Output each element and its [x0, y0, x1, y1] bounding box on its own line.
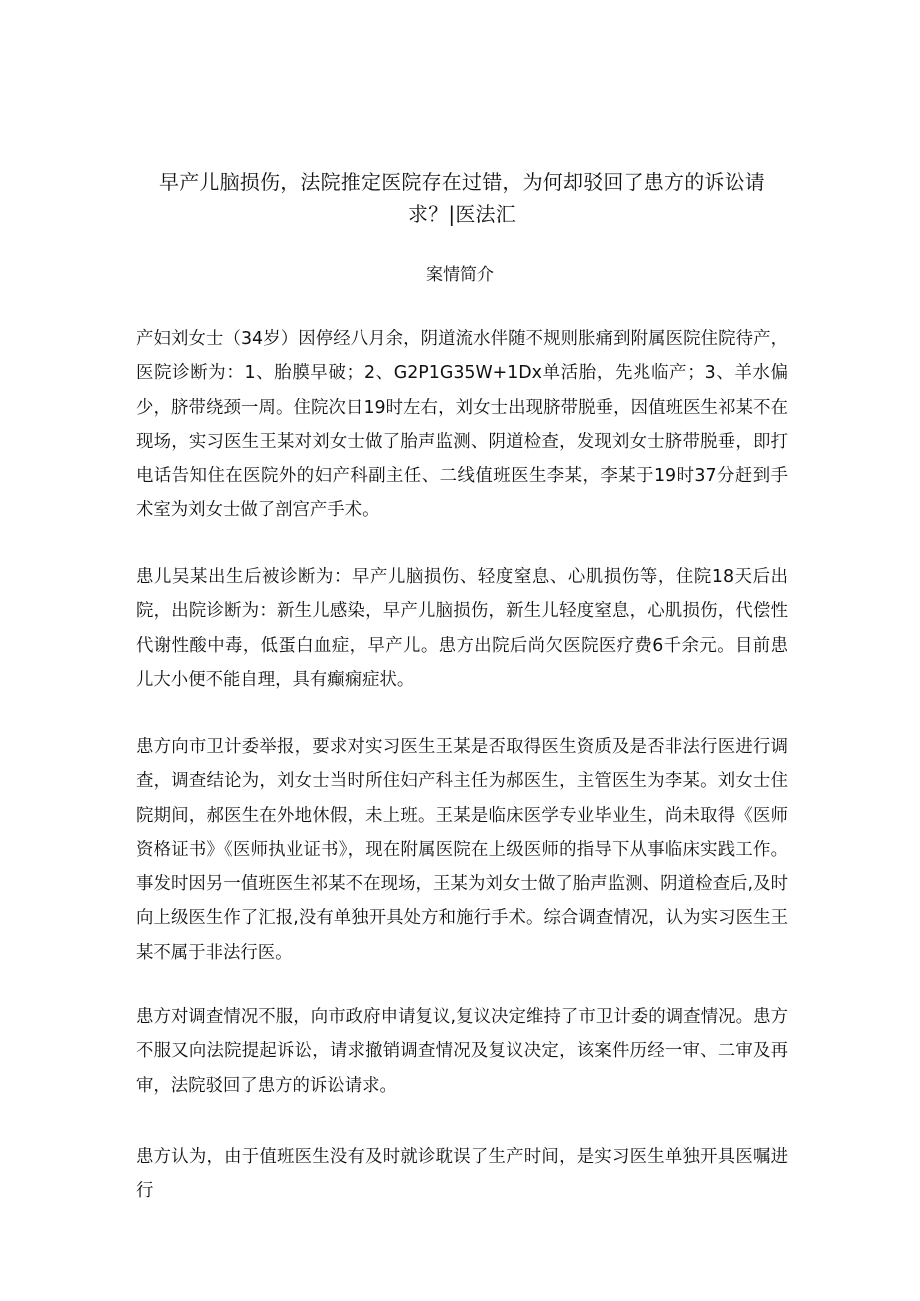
document-title: 早产儿脑损伤，法院推定医院存在过错，为何却驳回了患方的诉讼请求？|医法汇: [159, 170, 765, 226]
paragraph-infant-diagnosis: 患儿吴某出生后被诊断为：早产儿脑损伤、轻度窒息、心肌损伤等，住院18天后出院，出院诊断为：新生儿感染，早产儿脑损伤，新生儿轻度窒息，心肌损伤，代偿性代谢性酸中毒，低蛋白血症，早产儿。患方出院后尚欠医院医疗费6千余元。目前患儿大小便不能自理，具有癫痫症状。: [136, 567, 788, 690]
paragraph-litigation: 患方对调查情况不服，向市政府申请复议,复议决定维持了市卫计委的调查情况。患方不服又向法院提起诉讼，请求撤销调查情况及复议决定，该案件历经一审、二审及再审，法院驳回了患方的诉讼请求。: [136, 1007, 788, 1096]
paragraph-case-background: 产妇刘女士（34岁）因停经八月余，阴道流水伴随不规则胀痛到附属医院住院待产，医院诊断为：1、胎膜早破；2、G2P1G35W+1Dx单活胎，先兆临产；3、羊水偏少，脐带绕颈一周。住院次日19时左右，刘女士出现脐带脱垂，因值班医生祁某不在现场，实习医生王某对刘女士做了胎声监测、阴道检查，发现刘女士脐带脱垂，即打电话告知住在医院外的妇产科副主任、二线值班医生李某，李某于19时37分赶到手术室为刘女士做了剖宫产手术。: [136, 329, 788, 521]
section-heading: 案情简介: [426, 265, 494, 285]
paragraph-patient-claim: 患方认为，由于值班医生没有及时就诊耽误了生产时间，是实习医生单独开具医嘱进行: [136, 1147, 788, 1202]
paragraph-investigation: 患方向市卫计委举报，要求对实习医生王某是否取得医生资质及是否非法行医进行调查，调查结论为，刘女士当时所住妇产科主任为郝医生，主管医生为李某。刘女士住院期间，郝医生在外地休假，未上班。王某是临床医学专业毕业生，尚未取得《医师资格证书》《医师执业证书》，现在附属医院在上级医师的指导下从事临床实践工作。事发时因另一值班医生祁某不在现场，王某为刘女士做了胎声监测、阴道检查后,及时向上级医生作了汇报,没有单独开具处方和施行手术。综合调查情况，认为实习医生王某不属于非法行医。: [136, 737, 788, 963]
